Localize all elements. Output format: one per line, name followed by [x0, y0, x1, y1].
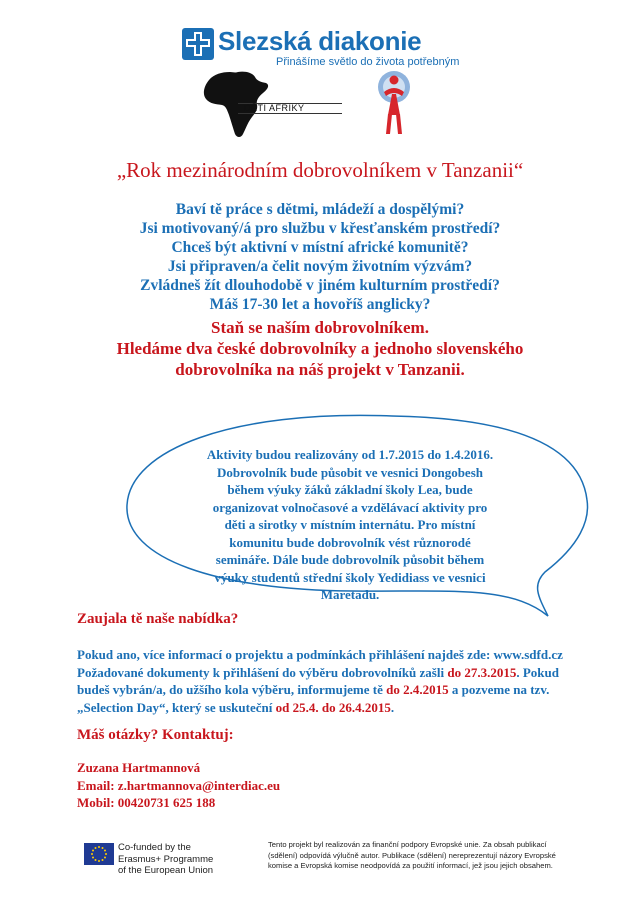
contact-phone: Mobil: 00420731 625 188: [77, 795, 216, 810]
bubble-line: Aktivity budou realizovány od 1.7.2015 do 1.4.2016.: [206, 447, 494, 462]
offer-heading: Zaujala tě naše nabídka?: [77, 611, 239, 627]
question-item: Zvládneš žít dlouhodobě v jiném kulturním prostředí?: [140, 277, 500, 294]
selection-day-date: od 25.4. do 26.4.2015: [275, 699, 391, 715]
bubble-line: semináře. Dále bude dobrovolník působit během: [215, 552, 485, 567]
bubble-text: [200, 446, 500, 604]
offer-line: Požadované dokumenty k přihlášení do výběru dobrovolníků zašli do 27.3.2015. Pokud: [77, 664, 559, 680]
eu-cofunding-text: Co-funded by the Erasmus+ Programme of the European Union: [118, 842, 214, 876]
question-item: Jsi připraven/a čelit novým životním výzvám?: [167, 258, 473, 275]
call-line: Hledáme dva české dobrovolníky a jednoho slovenského: [116, 339, 524, 358]
offer-line: Pokud ano, více informací o projektu a podmínkách přihlášení najdeš zde: www.sdfd.cz: [77, 647, 563, 662]
offer-line: budeš vybrán/a, do užšího kola výběru, informujeme tě do 2.4.2015 a pozveme na tzv.: [77, 682, 550, 697]
deti-afriky-label: DĚTI AFRIKY: [244, 103, 305, 113]
notification-date: do 2.4.2015: [386, 682, 449, 697]
bubble-line: Maretadu.: [320, 587, 380, 602]
offer-line: „Selection Day“, který se uskuteční od 25.4. do 26.4.2015.: [77, 699, 395, 715]
contact-details: [77, 759, 280, 812]
call-line: Staň se naším dobrovolníkem.: [211, 318, 429, 337]
bubble-line: děti a sirotky v místním internátu. Pro místní: [224, 517, 476, 532]
org-tagline: Přinášíme světlo do života potřebným: [276, 56, 460, 68]
bubble-line: Dobrovolník bude působit ve vesnici Dongobesh: [217, 464, 483, 480]
question-item: Jsi motivovaný/á pro službu v křesťanském prostředí?: [139, 220, 501, 237]
contact-heading: Máš otázky? Kontaktuj:: [77, 727, 234, 743]
bubble-line: komunitu bude dobrovolník vést různorodé: [229, 534, 471, 550]
question-item: Máš 17-30 let a hovoříš anglicky?: [209, 296, 431, 313]
eu-disclaimer: Tento projekt byl realizován za finanční podpory Evropské unie. Za obsah publikací (sdělení) odpovídá výlučně autor. Publikace (sdělení) nereprezentují názory Evropské komise a Evropská komise neodpovídá za použití informací, jež jsou jejich obsahem.: [268, 840, 556, 870]
contact-email[interactable]: Email: z.hartmannova@interdiac.eu: [77, 777, 281, 793]
org-name: Slezská diakonie: [218, 26, 422, 56]
bubble-line: organizovat volnočasové a vzdělávací aktivity pro: [212, 499, 488, 515]
call-line: dobrovolníka na náš projekt v Tanzanii.: [175, 360, 465, 379]
contact-name: Zuzana Hartmannová: [77, 760, 201, 775]
page-title: „Rok mezinárodním dobrovolníkem v Tanzanii“: [116, 158, 524, 182]
eu-flag-icon: [84, 843, 114, 865]
deadline-date: do 27.3.2015: [447, 664, 517, 680]
bubble-line: během výuky žáků základní školy Lea, bude: [227, 482, 473, 497]
bubble-line: výuky studentů střední školy Yedidiass ve vesnici: [214, 569, 486, 585]
offer-info: [77, 646, 597, 716]
question-item: Chceš být aktivní v místní africké komunitě?: [171, 239, 469, 256]
question-item: Baví tě práce s dětmi, mládeží a dospělými?: [175, 201, 465, 218]
